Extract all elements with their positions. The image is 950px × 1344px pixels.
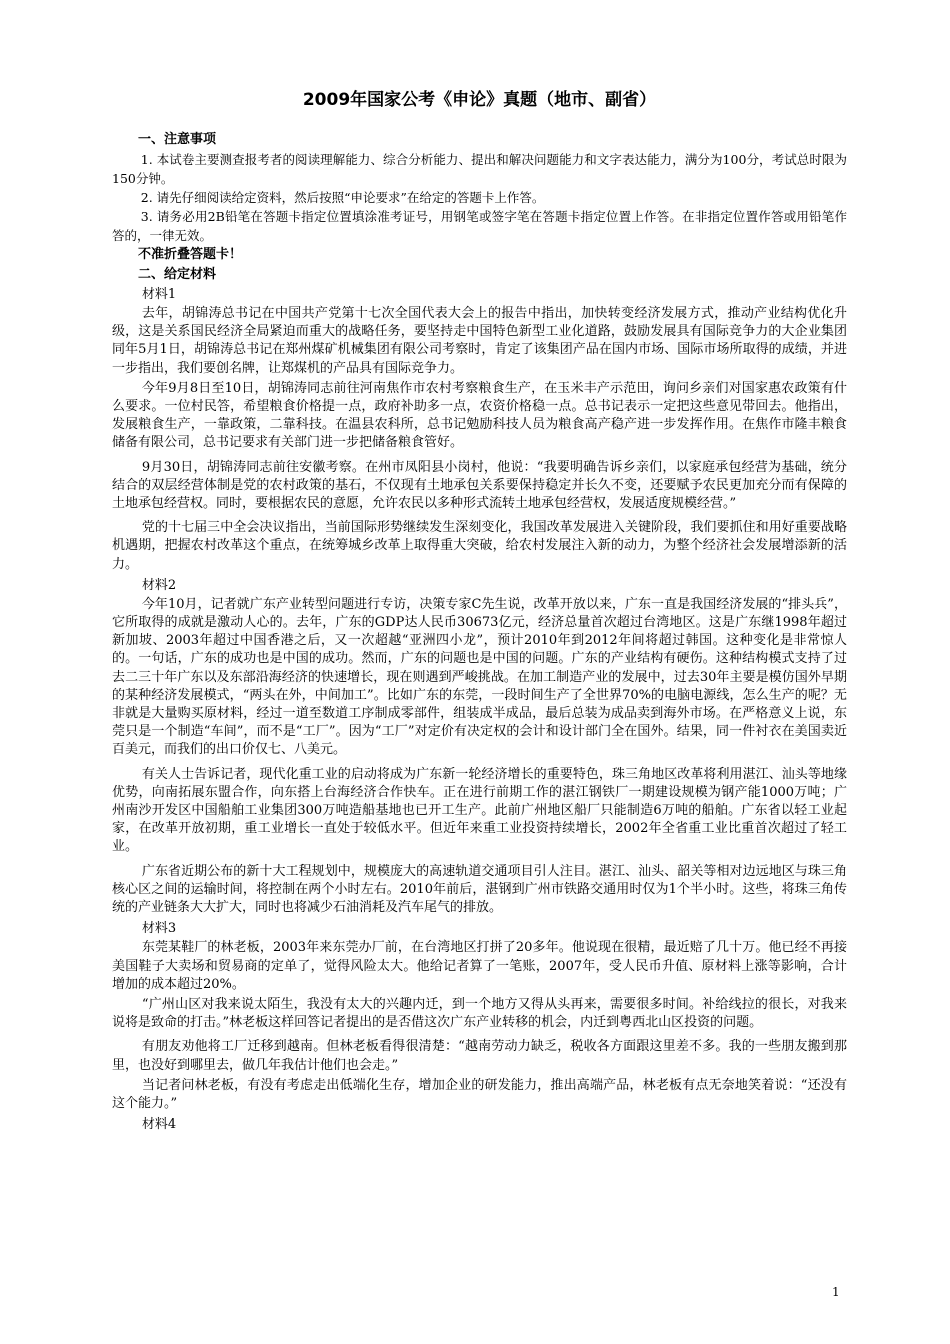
document-page [112, 88, 847, 1135]
page-number: 1 [832, 1285, 840, 1299]
notice-item-3: 3. 请务必用2B铅笔在答题卡指定位置填涂准考证号，用钢笔或签字笔在答题卡指定位置上作答。在非指定位置作答或用铅笔作答的，一律无效。 [112, 209, 847, 243]
material-2-paragraph-3: 广东省近期公布的新十大工程规划中，规模庞大的高速轨道交通项目引人注目。湛江、汕头、韶关等相对边远地区与珠三角核心区之间的运输时间，将控制在两个小时左右。2010年前后，湛钢到广州市铁路交通用时仅为1个半小时。这些，将珠三角传统的产业链条大大扩大，同时也将减少石油消耗及汽车尾气的排放。 [112, 863, 847, 916]
material-3-paragraph-4: 当记者问林老板，有没有考虑走出低端化生存，增加企业的研发能力，推出高端产品，林老板有点无奈地笑着说：“还没有这个能力。” [112, 1077, 847, 1111]
material-1-paragraph-4: 党的十七届三中全会决议指出，当前国际形势继续发生深刻变化，我国改革发展进入关键阶段，我们要抓住和用好重要战略机遇期，把握农村改革这个重点，在统筹城乡改革上取得重大突破，给农村发展注入新的动力，为整个经济社会发展增添新的活力。 [112, 520, 847, 572]
material-3-paragraph-3: 有朋友劝他将工厂迁移到越南。但林老板看得很清楚：“越南劳动力缺乏，税收各方面跟这里差不多。我的一些朋友搬到那里，也没好到哪里去，做几年我估计他们也会走。” [112, 1039, 847, 1073]
warning-text: 不准折叠答题卡！ [138, 247, 243, 262]
material-1-paragraph-3: 9月30日，胡锦涛同志前往安徽考察。在州市凤阳县小岗村，他说：“我要明确告诉乡亲们，以家庭承包经营为基础，统分结合的双层经营体制是党的农村政策的基石，不仅现有土地承包关系要保持稳定并长久不变，还要赋予农民更加充分而有保障的土地承包经营权。同时，要根据农民的意愿，允许农民以多种形式流转土地承包经营权，发展适度规模经营。” [112, 459, 847, 512]
material-4-label: 材料4 [141, 1117, 177, 1133]
material-3-label: 材料3 [141, 921, 177, 937]
notice-item-1: 1. 本试卷主要测查报考者的阅读理解能力、综合分析能力、提出和解决问题能力和文字表达能力，满分为100分，考试总时限为150分钟。 [112, 152, 847, 186]
material-2-label: 材料2 [141, 577, 177, 593]
material-3-paragraph-1: 东莞某鞋厂的林老板，2003年来东莞办厂前，在台湾地区打拼了20多年。他说现在很精，最近赔了几十万。他已经不再接美国鞋子大卖场和贸易商的定单了，觉得风险太大。他给记者算了一笔账，2007年，受人民币升值、原材料上涨等影响，合计增加的成本超过20%。 [112, 940, 847, 992]
section-heading-materials: 二、给定材料 [138, 267, 217, 282]
material-2-paragraph-2: 有关人士告诉记者，现代化重工业的启动将成为广东新一轮经济增长的重要特色，珠三角地区改革将利用湛江、汕头等地缘优势，向南拓展东盟合作，向东搭上台海经济合作快车。正在进行前期工作的湛江钢铁厂一期建设规模为钢产能1000万吨；广州南沙开发区中国船舶工业集团300万吨造船基地也已开工生产。此前广州地区船厂只能制造6万吨的船舶。广东省以轻工业起家，在改革开放初期，重工业增长一直处于较低水平。但近年来重工业投资持续增长，2002年全省重工业比重首次超过了轻工业。 [112, 766, 847, 855]
material-3-paragraph-2: “广州山区对我来说太陌生，我没有太大的兴趣内迁，到一个地方又得从头再来，需要很多时间。补给线拉的很长，对我来说将是致命的打击。”林老板这样回答记者提出的是否借这次广东产业转移的机会，内迁到粤西北山区投资的问题。 [112, 996, 847, 1031]
material-2-paragraph-1: 今年10月，记者就广东产业转型问题进行专访，决策专家C先生说，改革开放以来，广东一直是我国经济发展的“排头兵”，它所取得的成就是激动人心的。去年，广东的GDP达人民币30673亿元，经济总量首次超过台湾地区。这是广东继1998年超过新加坡、2003年超过中国香港之后，又一次超越“亚洲四小龙”，预计2010年到2012年间将超过韩国。这种变化是非常惊人的。一句话，广东的成功也是中国的成功。然而，广东的问题也是中国的问题。广东的产业结构有硬伤。这种结构模式支持了过去二三十年广东以及东部沿海经济的快速增长，现在则遇到严峻挑战。在加工制造产业的发展中，过去30年主要是模仿国外早期的某种经济发展模式，“两头在外，中间加工”。比如广东的东莞，一段时间生产了全世界70%的电脑电源线，怎么生产的呢？无非就是大量购买原材料，经过一道至数道工序制成零部件，组装成半成品，最后总装为成品卖到海外市场。在严格意义上说，东莞只是一个制造“车间”，而不是“工厂”。因为“工厂”对定价有决定权的会计和设计部门全在国外。结果，同一件衬衣在美国卖近百美元，而我们的出口价仅七、八美元。 [112, 596, 847, 758]
section-heading-notice: 一、注意事项 [138, 132, 217, 147]
material-1-label: 材料1 [141, 287, 177, 302]
material-1-paragraph-1: 去年，胡锦涛总书记在中国共产党第十七次全国代表大会上的报告中指出，加快转变经济发展方式，推动产业结构优化升级，这是关系国民经济全局紧迫而重大的战略任务，要坚持走中国特色新型工业化道路，鼓励发展具有国际竞争力的大企业集团同年5月1日，胡锦涛总书记在郑州煤矿机械集团有限公司考察时，肯定了该集团产品在国内市场、国际市场所取得的成绩，并进一步指出，我们要创名牌，让郑煤机的产品具有国际竞争力。 [112, 306, 847, 376]
material-1-paragraph-2: 今年9月8日至10日，胡锦涛同志前往河南焦作市农村考察粮食生产，在玉米丰产示范田，询问乡亲们对国家惠农政策有什么要求。一位村民答，希望粮食价格提一点，政府补助多一点，农资价格稳一点。总书记表示一定把这些意见带回去。他指出，发展粮食生产，一靠政策，二靠科技。在温县农科所，总书记勉励科技人员为粮食高产稳产进一步发挥作用。在焦作市隆丰粮食储备有限公司，总书记要求有关部门进一步把储备粮食管好。 [112, 380, 847, 451]
notice-item-2: 2. 请先仔细阅读给定资料，然后按照“申论要求”在给定的答题卡上作答。 [140, 190, 545, 205]
document-title: 2009年国家公考《申论》真题（地市、副省） [302, 90, 657, 110]
